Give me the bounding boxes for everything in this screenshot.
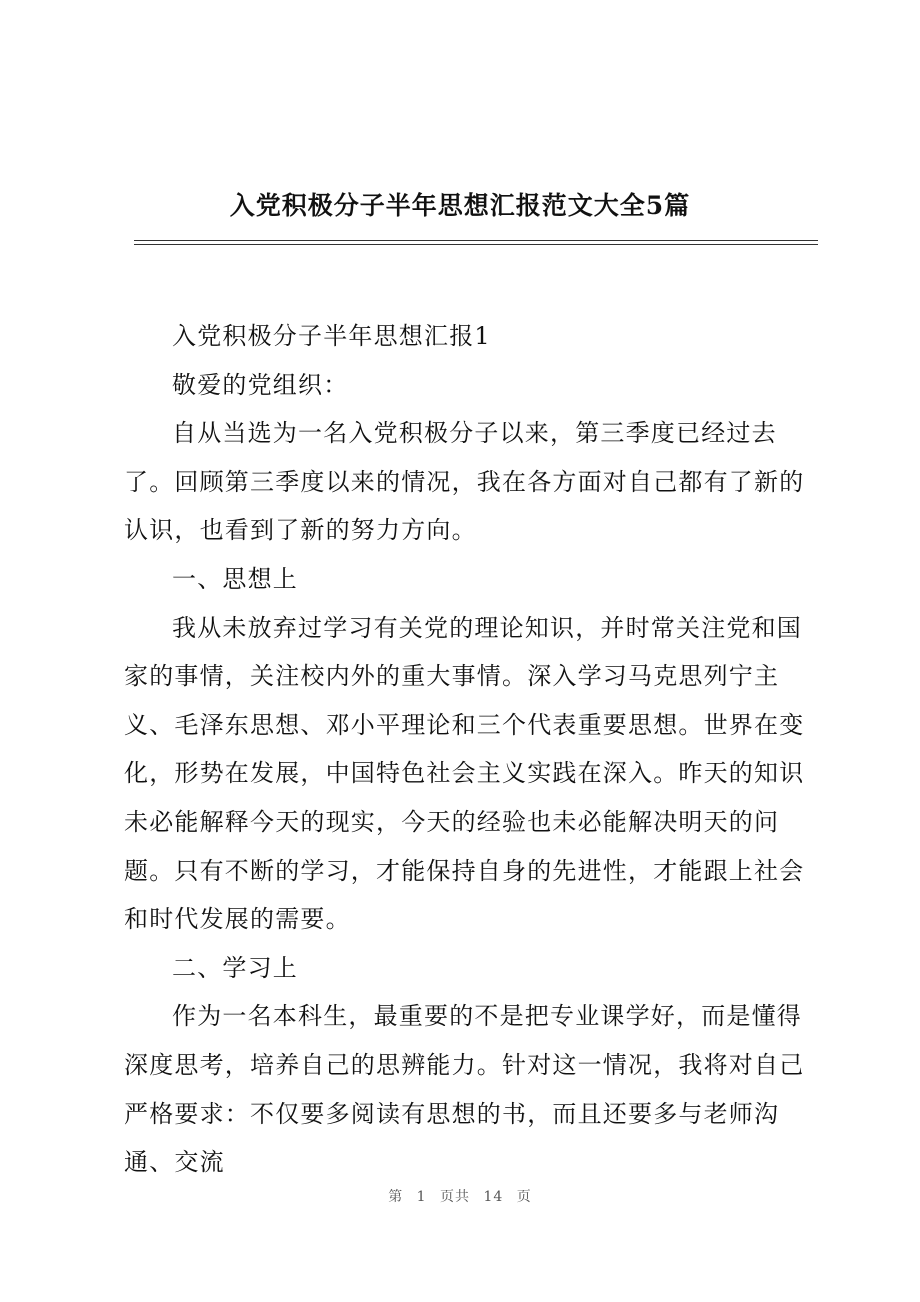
current-page-number: 1 [416, 1189, 427, 1205]
section-heading-report-1: 入党积极分子半年思想汇报1 [172, 322, 491, 350]
document-title: 入党积极分子半年思想汇报范文大全5篇 [229, 191, 691, 220]
body-paragraph: 自从当选为一名入党积极分子以来，第三季度已经过去了。回顾第三季度以来的情况，我在各方面对自己都有了新的认识，也看到了新的努力方向。 [124, 419, 805, 545]
footer-prefix: 第 [388, 1189, 404, 1205]
section-heading-ideology: 一、思想上 [172, 564, 298, 593]
footer-middle: 页共 [440, 1189, 471, 1205]
footer-suffix: 页 [516, 1189, 532, 1205]
title-double-rule [134, 240, 818, 245]
total-pages-number: 14 [483, 1189, 504, 1205]
salutation: 敬爱的党组织： [172, 370, 349, 399]
section-heading-study: 二、学习上 [172, 953, 298, 982]
body-paragraph: 我从未放弃过学习有关党的理论知识，并时常关注党和国家的事情，关注校内外的重大事情。深入学习马克思列宁主义、毛泽东思想、邓小平理论和三个代表重要思想。世界在变化，形势在发展，中国特色社会主义实践在深入。昨天的知识未必能解释今天的现实，今天的经验也未必能解决明天的问题。只有不断的学习，才能保持自身的先进性，才能跟上社会和时代发展的需要。 [124, 613, 805, 934]
document-body [124, 312, 824, 1187]
page-footer [0, 1186, 920, 1206]
body-paragraph: 作为一名本科生，最重要的不是把专业课学好，而是懂得深度思考，培养自己的思辨能力。针对这一情况，我将对自己严格要求：不仅要多阅读有思想的书，而且还要多与老师沟通、交流 [124, 1002, 805, 1177]
